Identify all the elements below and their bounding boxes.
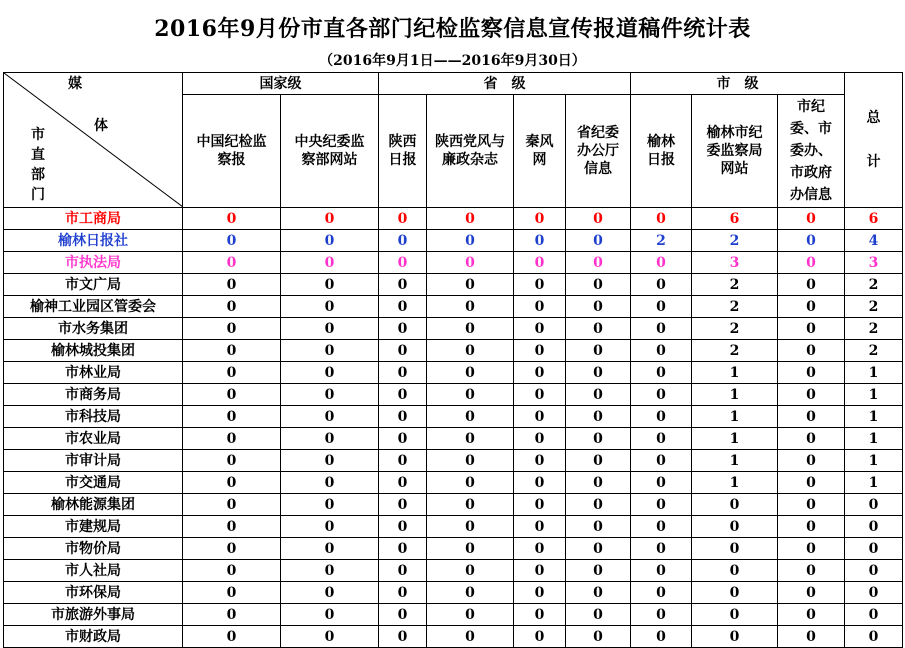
count-cell: 2 — [692, 230, 778, 252]
count-cell: 0 — [514, 274, 566, 296]
count-cell: 0 — [631, 538, 692, 560]
count-cell: 0 — [692, 516, 778, 538]
statistics-table — [3, 72, 903, 648]
count-cell: 0 — [566, 538, 631, 560]
count-cell: 0 — [281, 252, 379, 274]
department-name-cell: 市工商局 — [4, 208, 183, 230]
count-cell: 0 — [514, 472, 566, 494]
total-count-cell: 0 — [845, 560, 903, 582]
count-cell: 1 — [692, 472, 778, 494]
department-name-cell: 市商务局 — [4, 384, 183, 406]
total-count-cell: 0 — [845, 538, 903, 560]
count-cell: 0 — [566, 582, 631, 604]
count-cell: 0 — [379, 406, 427, 428]
count-cell: 0 — [427, 406, 514, 428]
count-cell: 0 — [427, 472, 514, 494]
column-header-label: 中央纪委监察部网站 — [294, 134, 365, 168]
table-row — [4, 274, 903, 296]
count-cell: 1 — [692, 384, 778, 406]
department-name-cell: 市水务集团 — [4, 318, 183, 340]
count-cell: 0 — [514, 494, 566, 516]
count-cell: 0 — [566, 560, 631, 582]
total-count-cell: 4 — [845, 230, 903, 252]
count-cell: 0 — [566, 252, 631, 274]
count-cell: 0 — [379, 318, 427, 340]
count-cell: 0 — [183, 494, 281, 516]
count-cell: 0 — [631, 406, 692, 428]
column-header — [379, 95, 427, 208]
table-row — [4, 340, 903, 362]
count-cell: 0 — [778, 406, 845, 428]
count-cell: 0 — [379, 450, 427, 472]
count-cell: 0 — [631, 340, 692, 362]
count-cell: 0 — [183, 450, 281, 472]
count-cell: 0 — [631, 252, 692, 274]
count-cell: 0 — [631, 274, 692, 296]
total-count-cell: 2 — [845, 296, 903, 318]
count-cell: 0 — [778, 472, 845, 494]
table-row — [4, 604, 903, 626]
corner-header-cell — [4, 73, 183, 208]
page-title: 2016年9月份市直各部门纪检监察信息宣传报道稿件统计表 — [154, 16, 751, 42]
count-cell: 0 — [778, 362, 845, 384]
count-cell: 0 — [778, 560, 845, 582]
count-cell: 0 — [631, 384, 692, 406]
count-cell: 0 — [778, 516, 845, 538]
count-cell: 0 — [514, 230, 566, 252]
count-cell: 1 — [692, 362, 778, 384]
count-cell: 0 — [566, 318, 631, 340]
count-cell: 0 — [631, 604, 692, 626]
count-cell: 0 — [183, 252, 281, 274]
count-cell: 0 — [778, 604, 845, 626]
count-cell: 0 — [566, 626, 631, 648]
count-cell: 0 — [281, 406, 379, 428]
count-cell: 0 — [778, 318, 845, 340]
count-cell: 0 — [379, 252, 427, 274]
count-cell: 0 — [379, 604, 427, 626]
count-cell: 0 — [514, 450, 566, 472]
count-cell: 1 — [692, 428, 778, 450]
table-row — [4, 472, 903, 494]
count-cell: 0 — [566, 406, 631, 428]
total-count-cell: 1 — [845, 362, 903, 384]
count-cell: 0 — [427, 450, 514, 472]
count-cell: 0 — [778, 340, 845, 362]
count-cell: 0 — [183, 406, 281, 428]
total-count-cell: 0 — [845, 626, 903, 648]
count-cell: 0 — [631, 516, 692, 538]
count-cell: 0 — [692, 560, 778, 582]
count-cell: 0 — [281, 384, 379, 406]
count-cell: 0 — [514, 604, 566, 626]
count-cell: 0 — [566, 296, 631, 318]
total-count-cell: 3 — [845, 252, 903, 274]
table-row — [4, 450, 903, 472]
count-cell: 0 — [281, 428, 379, 450]
count-cell: 0 — [514, 582, 566, 604]
count-cell: 0 — [427, 582, 514, 604]
department-name-cell: 市旅游外事局 — [4, 604, 183, 626]
count-cell: 0 — [281, 538, 379, 560]
count-cell: 0 — [631, 296, 692, 318]
department-name-cell: 榆林日报社 — [4, 230, 183, 252]
count-cell: 0 — [379, 428, 427, 450]
count-cell: 2 — [692, 340, 778, 362]
count-cell: 0 — [631, 472, 692, 494]
count-cell: 0 — [631, 428, 692, 450]
department-name-cell: 市物价局 — [4, 538, 183, 560]
count-cell: 0 — [778, 582, 845, 604]
total-count-cell: 1 — [845, 450, 903, 472]
count-cell: 0 — [379, 582, 427, 604]
column-header-label: 榆林日报 — [647, 134, 675, 168]
count-cell: 0 — [566, 230, 631, 252]
count-cell: 0 — [514, 384, 566, 406]
count-cell: 0 — [379, 230, 427, 252]
table-row — [4, 428, 903, 450]
count-cell: 2 — [631, 230, 692, 252]
total-count-cell: 0 — [845, 604, 903, 626]
group-city: 市 级 — [631, 73, 845, 95]
count-cell: 0 — [778, 252, 845, 274]
column-header-label: 省纪委办公厅信息 — [577, 125, 619, 177]
count-cell: 0 — [566, 428, 631, 450]
count-cell: 0 — [427, 384, 514, 406]
table-row — [4, 494, 903, 516]
corner-label-media: 媒 — [68, 76, 82, 92]
department-name-cell: 市农业局 — [4, 428, 183, 450]
count-cell: 0 — [778, 230, 845, 252]
count-cell: 0 — [514, 318, 566, 340]
column-header — [692, 95, 778, 208]
table-row — [4, 318, 903, 340]
count-cell: 1 — [692, 450, 778, 472]
count-cell: 0 — [514, 362, 566, 384]
count-cell: 0 — [379, 362, 427, 384]
column-header-total — [845, 73, 903, 208]
count-cell: 0 — [778, 450, 845, 472]
count-cell: 0 — [281, 362, 379, 384]
count-cell: 0 — [427, 560, 514, 582]
count-cell: 0 — [566, 340, 631, 362]
count-cell: 0 — [379, 538, 427, 560]
count-cell: 0 — [281, 296, 379, 318]
count-cell: 0 — [379, 208, 427, 230]
total-count-cell: 6 — [845, 208, 903, 230]
count-cell: 0 — [427, 516, 514, 538]
table-row — [4, 538, 903, 560]
count-cell: 0 — [427, 318, 514, 340]
count-cell: 0 — [514, 208, 566, 230]
count-cell: 0 — [631, 208, 692, 230]
table-body — [4, 208, 903, 648]
count-cell: 0 — [778, 208, 845, 230]
group-national: 国家级 — [183, 73, 379, 95]
count-cell: 0 — [379, 274, 427, 296]
count-cell: 0 — [281, 582, 379, 604]
count-cell: 0 — [281, 626, 379, 648]
table-row — [4, 582, 903, 604]
count-cell: 0 — [566, 274, 631, 296]
corner-label-department: 市直部门 — [31, 127, 45, 203]
count-cell: 0 — [514, 560, 566, 582]
count-cell: 0 — [514, 428, 566, 450]
column-header-label: 市纪委、市委办、市政府办信息 — [790, 99, 832, 203]
column-header — [778, 95, 845, 208]
count-cell: 0 — [183, 208, 281, 230]
count-cell: 0 — [514, 340, 566, 362]
column-header — [566, 95, 631, 208]
table-row — [4, 516, 903, 538]
column-header-label: 陕西党风与廉政杂志 — [435, 134, 505, 168]
count-cell: 0 — [692, 604, 778, 626]
column-header-label: 榆林市纪委监察局网站 — [706, 125, 763, 177]
column-header — [631, 95, 692, 208]
count-cell: 0 — [631, 626, 692, 648]
column-header — [281, 95, 379, 208]
count-cell: 0 — [631, 318, 692, 340]
count-cell: 0 — [427, 538, 514, 560]
count-cell: 0 — [778, 626, 845, 648]
count-cell: 0 — [281, 450, 379, 472]
count-cell: 0 — [631, 560, 692, 582]
count-cell: 0 — [183, 560, 281, 582]
count-cell: 3 — [692, 252, 778, 274]
count-cell: 0 — [183, 604, 281, 626]
department-name-cell: 市环保局 — [4, 582, 183, 604]
count-cell: 0 — [631, 362, 692, 384]
count-cell: 0 — [778, 296, 845, 318]
count-cell: 0 — [281, 560, 379, 582]
count-cell: 0 — [514, 626, 566, 648]
count-cell: 0 — [566, 494, 631, 516]
table-row — [4, 560, 903, 582]
count-cell: 0 — [183, 626, 281, 648]
department-name-cell: 市文广局 — [4, 274, 183, 296]
count-cell: 0 — [514, 406, 566, 428]
count-cell: 0 — [514, 296, 566, 318]
count-cell: 0 — [514, 516, 566, 538]
count-cell: 0 — [514, 538, 566, 560]
count-cell: 0 — [778, 494, 845, 516]
count-cell: 0 — [183, 274, 281, 296]
count-cell: 0 — [379, 296, 427, 318]
count-cell: 0 — [427, 252, 514, 274]
department-name-cell: 市人社局 — [4, 560, 183, 582]
department-name-cell: 市财政局 — [4, 626, 183, 648]
count-cell: 0 — [427, 230, 514, 252]
count-cell: 0 — [379, 560, 427, 582]
department-name-cell: 市执法局 — [4, 252, 183, 274]
total-count-cell: 1 — [845, 428, 903, 450]
count-cell: 0 — [183, 340, 281, 362]
count-cell: 0 — [379, 626, 427, 648]
group-province: 省 级 — [379, 73, 631, 95]
count-cell: 0 — [281, 274, 379, 296]
count-cell: 0 — [183, 538, 281, 560]
total-count-cell: 0 — [845, 494, 903, 516]
count-cell: 0 — [566, 384, 631, 406]
count-cell: 0 — [692, 582, 778, 604]
department-name-cell: 市交通局 — [4, 472, 183, 494]
count-cell: 0 — [281, 604, 379, 626]
total-count-cell: 2 — [845, 340, 903, 362]
count-cell: 0 — [427, 626, 514, 648]
corner-label-body: 体 — [94, 118, 108, 134]
count-cell: 0 — [427, 296, 514, 318]
count-cell: 0 — [183, 296, 281, 318]
count-cell: 1 — [692, 406, 778, 428]
count-cell: 0 — [778, 538, 845, 560]
total-count-cell: 1 — [845, 472, 903, 494]
count-cell: 0 — [566, 362, 631, 384]
count-cell: 0 — [379, 494, 427, 516]
count-cell: 0 — [778, 274, 845, 296]
table-row — [4, 406, 903, 428]
column-header-label: 陕西日报 — [388, 134, 417, 168]
department-name-cell: 榆林城投集团 — [4, 340, 183, 362]
count-cell: 0 — [379, 516, 427, 538]
department-name-cell: 市科技局 — [4, 406, 183, 428]
count-cell: 6 — [692, 208, 778, 230]
column-header — [427, 95, 514, 208]
department-name-cell: 市审计局 — [4, 450, 183, 472]
table-row — [4, 362, 903, 384]
count-cell: 0 — [566, 516, 631, 538]
total-count-cell: 2 — [845, 318, 903, 340]
table-row — [4, 296, 903, 318]
count-cell: 0 — [281, 494, 379, 516]
total-count-cell: 0 — [845, 516, 903, 538]
count-cell: 0 — [514, 252, 566, 274]
count-cell: 0 — [427, 274, 514, 296]
total-label: 总计 — [866, 110, 881, 170]
column-header — [183, 95, 281, 208]
count-cell: 0 — [427, 604, 514, 626]
column-header — [514, 95, 566, 208]
count-cell: 0 — [379, 340, 427, 362]
count-cell: 0 — [566, 208, 631, 230]
count-cell: 0 — [692, 626, 778, 648]
count-cell: 0 — [631, 582, 692, 604]
count-cell: 0 — [183, 472, 281, 494]
count-cell: 0 — [427, 208, 514, 230]
count-cell: 0 — [183, 582, 281, 604]
page-subtitle: （2016年9月1日——2016年9月30日） — [319, 53, 586, 69]
total-count-cell: 2 — [845, 274, 903, 296]
count-cell: 0 — [427, 340, 514, 362]
table-row — [4, 252, 903, 274]
table-row — [4, 208, 903, 230]
count-cell: 0 — [427, 428, 514, 450]
count-cell: 2 — [692, 296, 778, 318]
count-cell: 0 — [183, 230, 281, 252]
count-cell: 0 — [183, 384, 281, 406]
count-cell: 0 — [281, 208, 379, 230]
count-cell: 2 — [692, 274, 778, 296]
department-name-cell: 榆神工业园区管委会 — [4, 296, 183, 318]
total-count-cell: 0 — [845, 582, 903, 604]
count-cell: 0 — [692, 494, 778, 516]
count-cell: 0 — [566, 604, 631, 626]
count-cell: 0 — [183, 428, 281, 450]
count-cell: 0 — [566, 450, 631, 472]
count-cell: 0 — [427, 362, 514, 384]
total-count-cell: 1 — [845, 406, 903, 428]
count-cell: 0 — [778, 428, 845, 450]
count-cell: 0 — [281, 230, 379, 252]
count-cell: 0 — [281, 318, 379, 340]
count-cell: 0 — [631, 494, 692, 516]
count-cell: 0 — [379, 472, 427, 494]
count-cell: 0 — [281, 472, 379, 494]
count-cell: 0 — [281, 516, 379, 538]
count-cell: 0 — [183, 362, 281, 384]
count-cell: 2 — [692, 318, 778, 340]
department-name-cell: 榆林能源集团 — [4, 494, 183, 516]
count-cell: 0 — [183, 318, 281, 340]
count-cell: 0 — [566, 472, 631, 494]
group-header-row — [4, 73, 903, 95]
count-cell: 0 — [778, 384, 845, 406]
column-header-label: 中国纪检监察报 — [196, 134, 267, 168]
department-name-cell: 市建规局 — [4, 516, 183, 538]
count-cell: 0 — [427, 494, 514, 516]
count-cell: 0 — [281, 340, 379, 362]
count-cell: 0 — [631, 450, 692, 472]
table-row — [4, 230, 903, 252]
count-cell: 0 — [183, 516, 281, 538]
total-count-cell: 1 — [845, 384, 903, 406]
table-row — [4, 626, 903, 648]
table-row — [4, 384, 903, 406]
column-header-label: 秦风网 — [525, 134, 554, 168]
count-cell: 0 — [692, 538, 778, 560]
count-cell: 0 — [379, 384, 427, 406]
department-name-cell: 市林业局 — [4, 362, 183, 384]
